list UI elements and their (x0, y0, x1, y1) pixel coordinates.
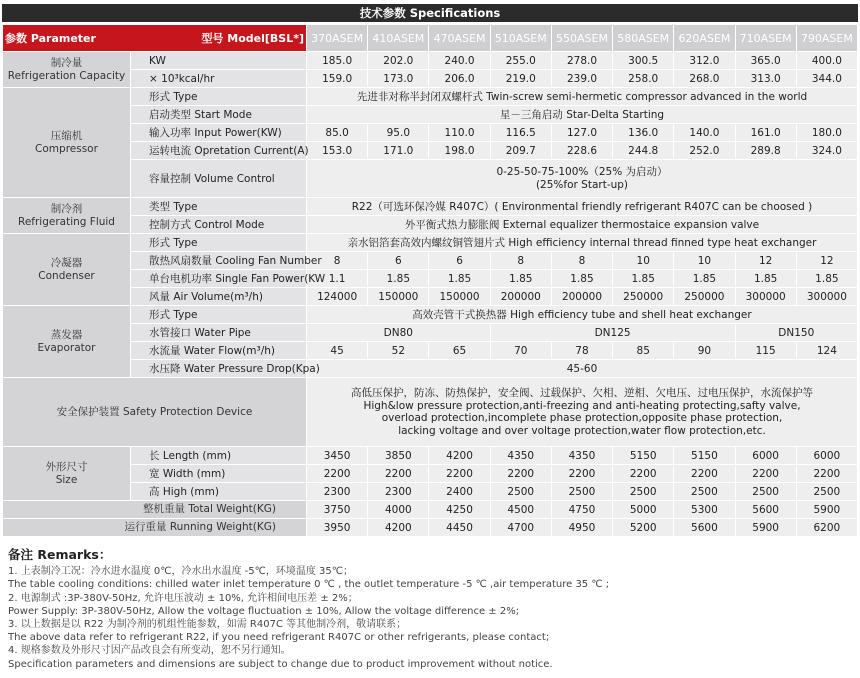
value-cell: 2200 (429, 465, 490, 483)
value-cell: 136.0 (613, 124, 674, 142)
value-cell: 5200 (613, 519, 674, 537)
remark-line: 1. 上表制冷工况：冷水进水温度 0℃，冷水出水温度 -5℃，环境温度 35℃； (8, 566, 354, 578)
remarks-title: 备注 Remarks： (8, 547, 112, 562)
value-cell: 159.0 (307, 70, 368, 88)
value-cell: 2500 (613, 483, 674, 501)
value-cell: 52 (368, 342, 429, 360)
value-cell: 150000 (368, 288, 429, 306)
value-cell: 202.0 (368, 52, 429, 70)
value-cell: 180.0 (796, 124, 857, 142)
value-cell: 171.0 (368, 142, 429, 160)
row-label: 长 Length (mm) (131, 447, 307, 465)
value-cell: 127.0 (551, 124, 612, 142)
model-header: 510ASEM (490, 25, 551, 52)
value-cell: 228.6 (551, 142, 612, 160)
value-cell: 258.0 (613, 70, 674, 88)
group-label-line: 制冷量 (50, 56, 83, 69)
value-cell: 324.0 (796, 142, 857, 160)
value-cell: 65 (429, 342, 490, 360)
table-row (3, 360, 858, 378)
value-cell: 78 (551, 342, 612, 360)
value-cell: 6 (429, 252, 490, 270)
value-cell: 6000 (796, 447, 857, 465)
parameter-header (3, 25, 307, 52)
value-cell: 209.7 (490, 142, 551, 160)
value-cell: 8 (490, 252, 551, 270)
safety-line: overload protection,incomplete phase protection,opposite phase protection, (381, 412, 783, 424)
value-cell: 1.85 (368, 270, 429, 288)
value-cell: 2200 (613, 465, 674, 483)
value-cell: 8 (551, 252, 612, 270)
value-cell: 4950 (551, 519, 612, 537)
row-label: 形式 Type (131, 234, 307, 252)
value-cell: 4450 (429, 519, 490, 537)
value-cell: 85.0 (307, 124, 368, 142)
value-cell: 115 (735, 342, 796, 360)
row-label: 风量 Air Volume(m³/h) (131, 288, 307, 306)
value-cell: 8 (307, 252, 368, 270)
remark-line: 2. 电源制式 :3P-380V-50Hz, 允许电压波动 ± 10%, 允许相间电压差 ± 2%； (8, 592, 358, 604)
value-cell: 1.85 (674, 270, 735, 288)
table-row (3, 52, 858, 70)
value-cell: 278.0 (551, 52, 612, 70)
table-row (3, 70, 858, 88)
span-value: 亲水铝箔套高效内螺纹铜管翅片式 High efficiency internal thread finned type heat exchanger (307, 234, 858, 252)
value-cell: 2200 (307, 465, 368, 483)
value-cell: 313.0 (735, 70, 796, 88)
value-cell: 312.0 (674, 52, 735, 70)
value-cell: 250000 (613, 288, 674, 306)
volume-control-line: (25%for Start-up) (535, 178, 629, 191)
value-cell: 200000 (490, 288, 551, 306)
pipe-value: DN80 (307, 324, 491, 342)
volume-control-value (307, 160, 858, 198)
value-cell: 85 (613, 342, 674, 360)
value-cell: 6 (368, 252, 429, 270)
value-cell: 3850 (368, 447, 429, 465)
value-cell: 4200 (368, 519, 429, 537)
value-cell: 255.0 (490, 52, 551, 70)
value-cell: 5000 (613, 501, 674, 519)
remark-line: Specification parameters and dimensions are subject to change due to product improvement without notice. (8, 658, 553, 670)
group-label-line: Refrigerating Fluid (18, 215, 115, 228)
remarks (8, 548, 858, 671)
value-cell: 4000 (368, 501, 429, 519)
value-cell: 2500 (551, 483, 612, 501)
value-cell: 1.85 (613, 270, 674, 288)
row-label: 单台电机功率 Single Fan Power(KW (131, 270, 307, 288)
safety-value (307, 378, 858, 447)
value-cell: 70 (490, 342, 551, 360)
group-label-line: Evaporator (37, 341, 96, 354)
value-cell: 1.1 (307, 270, 368, 288)
model-header: 410ASEM (368, 25, 429, 52)
value-cell: 2200 (551, 465, 612, 483)
value-cell: 5900 (796, 501, 857, 519)
table-row (3, 342, 858, 360)
value-cell: 2200 (490, 465, 551, 483)
value-cell: 1.85 (429, 270, 490, 288)
value-cell: 3450 (307, 447, 368, 465)
model-label: 型号 Model[BSL*] (201, 32, 304, 45)
row-label: 运转电流 Opretation Current(A) (131, 142, 307, 160)
value-cell: 2200 (796, 465, 857, 483)
value-cell: 12 (796, 252, 857, 270)
span-value: 45-60 (307, 360, 858, 378)
group-label-line: Size (55, 473, 78, 486)
group-label-line: 压缩机 (50, 129, 83, 142)
row-label: KW (131, 52, 307, 70)
size-group (3, 447, 131, 501)
value-cell: 300000 (735, 288, 796, 306)
value-cell: 1.85 (490, 270, 551, 288)
value-cell: 5900 (735, 519, 796, 537)
weight-label: 整机重量 Total Weight(KG) (3, 501, 307, 519)
remark-line: 3. 以上数据是以 R22 为制冷剂的机组性能参数，如需 R407C 等其他制冷剂，敬请联系； (8, 619, 407, 631)
row-label: 高 High (mm) (131, 483, 307, 501)
value-cell: 3950 (307, 519, 368, 537)
value-cell: 2500 (490, 483, 551, 501)
value-cell: 90 (674, 342, 735, 360)
value-cell: 140.0 (674, 124, 735, 142)
value-cell: 2300 (307, 483, 368, 501)
value-cell: 1.85 (796, 270, 857, 288)
model-header: 550ASEM (551, 25, 612, 52)
value-cell: 161.0 (735, 124, 796, 142)
value-cell: 252.0 (674, 142, 735, 160)
value-cell: 45 (307, 342, 368, 360)
value-cell: 2300 (368, 483, 429, 501)
value-cell: 4200 (429, 447, 490, 465)
value-cell: 116.5 (490, 124, 551, 142)
value-cell: 4350 (551, 447, 612, 465)
value-cell: 4250 (429, 501, 490, 519)
span-value: R22（可选环保冷媒 R407C）( Environmental friendly refrigerant R407C can be choosed ) (307, 198, 858, 216)
value-cell: 173.0 (368, 70, 429, 88)
remark-line: The table cooling conditions: chilled water inlet temperature 0 ℃ , the outlet temperature -5 ℃ ,air temperature 35 ℃ ; (8, 579, 610, 591)
value-cell: 95.0 (368, 124, 429, 142)
value-cell: 6200 (796, 519, 857, 537)
remark-line: 4. 规格参数及外形尺寸因产品改良会有所变动，恕不另行通知。 (8, 645, 291, 657)
value-cell: 2200 (368, 465, 429, 483)
row-label: 类型 Type (131, 198, 307, 216)
value-cell: 4750 (551, 501, 612, 519)
table-row (3, 270, 858, 288)
remark-line: Power Supply: 3P-380V-50Hz, Allow the voltage fluctuation ± 10%, Allow the voltage difference ± 2%; (8, 605, 520, 617)
value-cell: 2500 (674, 483, 735, 501)
value-cell: 200000 (551, 288, 612, 306)
table-row (3, 252, 858, 270)
table-row (3, 465, 858, 483)
row-label: 水管接口 Water Pipe (131, 324, 307, 342)
value-cell: 5300 (674, 501, 735, 519)
group-label-line: 蒸发器 (50, 328, 83, 341)
model-header: 470ASEM (429, 25, 490, 52)
value-cell: 4700 (490, 519, 551, 537)
value-cell: 5600 (735, 501, 796, 519)
value-cell: 10 (674, 252, 735, 270)
specifications-table (2, 24, 858, 537)
model-header: 620ASEM (674, 25, 735, 52)
specifications-title: 技术参数 Specifications (2, 4, 858, 22)
group-label-line: Condenser (38, 269, 95, 282)
value-cell: 124 (796, 342, 857, 360)
row-label: 控制方式 Control Mode (131, 216, 307, 234)
table-row (3, 324, 858, 342)
table-row (3, 306, 858, 324)
model-header: 580ASEM (613, 25, 674, 52)
value-cell: 12 (735, 252, 796, 270)
group-label-line: Refrigeration Capacity (7, 69, 126, 82)
compressor-group (3, 88, 131, 198)
row-label: 容量控制 Volume Control (131, 160, 307, 198)
model-header: 710ASEM (735, 25, 796, 52)
row-label: 启动类型 Start Mode (131, 106, 307, 124)
table-row (3, 519, 858, 537)
parameter-label: 参数 Parameter (5, 32, 96, 45)
refrigeration-group (3, 52, 131, 88)
table-row (3, 378, 858, 447)
value-cell: 110.0 (429, 124, 490, 142)
value-cell: 2200 (735, 465, 796, 483)
value-cell: 1.85 (551, 270, 612, 288)
group-label-line: 外形尺寸 (45, 460, 88, 473)
condenser-group (3, 234, 131, 306)
safety-line: lacking voltage and over voltage protection,water flow protection,etc. (398, 424, 766, 437)
refrigerant-group (3, 198, 131, 234)
value-cell: 206.0 (429, 70, 490, 88)
row-label: 形式 Type (131, 306, 307, 324)
value-cell: 2200 (674, 465, 735, 483)
value-cell: 289.8 (735, 142, 796, 160)
model-header: 370ASEM (307, 25, 368, 52)
value-cell: 10 (613, 252, 674, 270)
weight-label: 运行重量 Running Weight(KG) (3, 519, 307, 537)
header-row (3, 25, 858, 52)
span-value: 高效壳管干式换热器 High efficiency tube and shell heat exchanger (307, 306, 858, 324)
value-cell: 3750 (307, 501, 368, 519)
span-value: 星－三角启动 Star-Delta Starting (307, 106, 858, 124)
value-cell: 4350 (490, 447, 551, 465)
value-cell: 153.0 (307, 142, 368, 160)
value-cell: 185.0 (307, 52, 368, 70)
row-label: 散热风扇数量 Cooling Fan Number (131, 252, 307, 270)
group-label-line: 制冷剂 (50, 202, 83, 215)
volume-control-line: 0-25-50-75-100%（25% 为启动） (496, 166, 668, 178)
pipe-value: DN150 (735, 324, 857, 342)
model-header: 790ASEM (796, 25, 857, 52)
pipe-value: DN125 (490, 324, 735, 342)
table-row (3, 501, 858, 519)
value-cell: 5600 (674, 519, 735, 537)
group-label-line: 冷凝器 (50, 256, 83, 269)
row-label: 形式 Type (131, 88, 307, 106)
span-value: 外平衡式热力膨胀阀 External equalizer thermostaice expansion valve (307, 216, 858, 234)
table-row (3, 234, 858, 252)
value-cell: 198.0 (429, 142, 490, 160)
safety-line: High&low pressure protection,anti-freezing and anti-heating protecting,safty valve, (363, 399, 801, 412)
row-label: 水流量 Water Flow(m³/h) (131, 342, 307, 360)
table-row (3, 160, 858, 198)
value-cell: 5150 (613, 447, 674, 465)
row-label: 宽 Width (mm) (131, 465, 307, 483)
value-cell: 2400 (429, 483, 490, 501)
value-cell: 1.85 (735, 270, 796, 288)
table-row (3, 483, 858, 501)
value-cell: 300000 (796, 288, 857, 306)
row-label: 水压降 Water Pressure Drop(Kpa) (131, 360, 307, 378)
row-label: 输入功率 Input Power(KW) (131, 124, 307, 142)
safety-line: 高低压保护，防冻、防热保护，安全阀、过载保护、欠相、逆相、欠电压、过电压保护，水流保护等 (351, 387, 813, 399)
value-cell: 4500 (490, 501, 551, 519)
value-cell: 268.0 (674, 70, 735, 88)
table-row (3, 142, 858, 160)
group-label-line: Compressor (35, 142, 98, 155)
value-cell: 124000 (307, 288, 368, 306)
value-cell: 239.0 (551, 70, 612, 88)
value-cell: 400.0 (796, 52, 857, 70)
table-row (3, 288, 858, 306)
value-cell: 2500 (796, 483, 857, 501)
value-cell: 219.0 (490, 70, 551, 88)
table-row (3, 216, 858, 234)
value-cell: 244.8 (613, 142, 674, 160)
table-row (3, 124, 858, 142)
value-cell: 6000 (735, 447, 796, 465)
table-row (3, 88, 858, 106)
value-cell: 344.0 (796, 70, 857, 88)
remark-line: The above data refer to refrigerant R22, if you need refrigerant R407C or other refrigerants, please contact; (8, 632, 550, 644)
evaporator-group (3, 306, 131, 378)
table-row (3, 106, 858, 124)
value-cell: 365.0 (735, 52, 796, 70)
value-cell: 250000 (674, 288, 735, 306)
value-cell: 150000 (429, 288, 490, 306)
table-row (3, 198, 858, 216)
value-cell: 2500 (735, 483, 796, 501)
value-cell: 300.5 (613, 52, 674, 70)
span-value: 先进非对称半封闭双螺杆式 Twin-screw semi-hermetic compressor advanced in the world (307, 88, 858, 106)
table-row (3, 447, 858, 465)
value-cell: 5150 (674, 447, 735, 465)
value-cell: 240.0 (429, 52, 490, 70)
row-label: × 10³kcal/hr (131, 70, 307, 88)
safety-label: 安全保护装置 Safety Protection Device (3, 378, 307, 447)
